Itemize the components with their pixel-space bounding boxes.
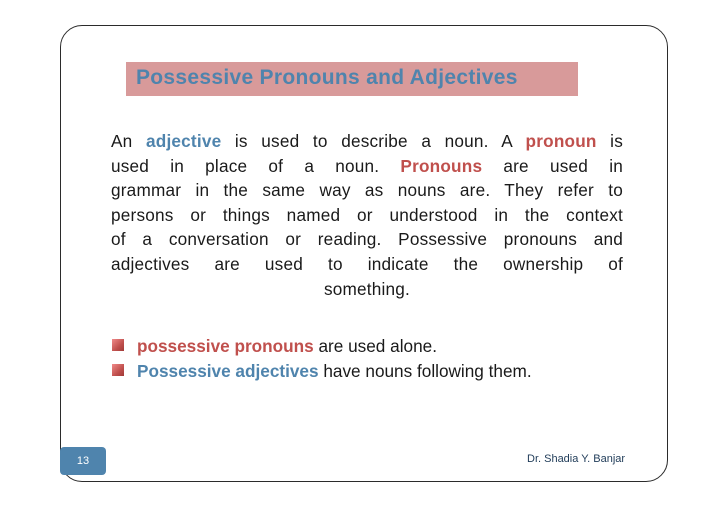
square-bullet-icon bbox=[112, 364, 124, 376]
keyword-pronoun: pronoun bbox=[525, 131, 597, 151]
text-run: is bbox=[596, 131, 623, 151]
paragraph-line: grammar in the same way as nouns are. They refer to bbox=[111, 180, 623, 201]
title-banner bbox=[126, 62, 578, 96]
square-bullet-icon bbox=[112, 339, 124, 351]
bullet-item bbox=[112, 334, 632, 359]
bullet-list bbox=[112, 334, 632, 383]
keyword-pronouns: Pronouns bbox=[400, 155, 483, 176]
bullet-keyword: possessive pronouns bbox=[137, 336, 314, 356]
bullet-keyword: Possessive adjectives bbox=[137, 360, 319, 381]
text-run: is used to describe a noun. A bbox=[221, 131, 526, 151]
keyword-adjective: adjective bbox=[145, 131, 222, 151]
paragraph-line: of a conversation or reading. Possessive pronouns and bbox=[111, 229, 623, 250]
text-run: used in place of a noun. bbox=[111, 155, 401, 176]
author-credit: Dr. Shadia Y. Banjar bbox=[527, 453, 626, 465]
bullet-text: are used alone. bbox=[313, 336, 437, 356]
paragraph-line bbox=[111, 154, 623, 179]
bullet-item bbox=[112, 359, 632, 384]
bullet-text: have nouns following them. bbox=[318, 360, 532, 381]
paragraph-line: persons or things named or understood in the context bbox=[111, 204, 623, 225]
text-run: are used in bbox=[482, 155, 623, 176]
paragraph-line bbox=[111, 129, 623, 154]
page-number: 13 bbox=[60, 447, 106, 475]
slide-title: Possessive Pronouns and Adjectives bbox=[136, 66, 518, 89]
paragraph-line: adjectives are used to indicate the ownership of bbox=[111, 253, 623, 274]
paragraph-line: something. bbox=[323, 278, 411, 299]
text-run: An bbox=[111, 131, 146, 151]
body-paragraph bbox=[111, 129, 623, 301]
